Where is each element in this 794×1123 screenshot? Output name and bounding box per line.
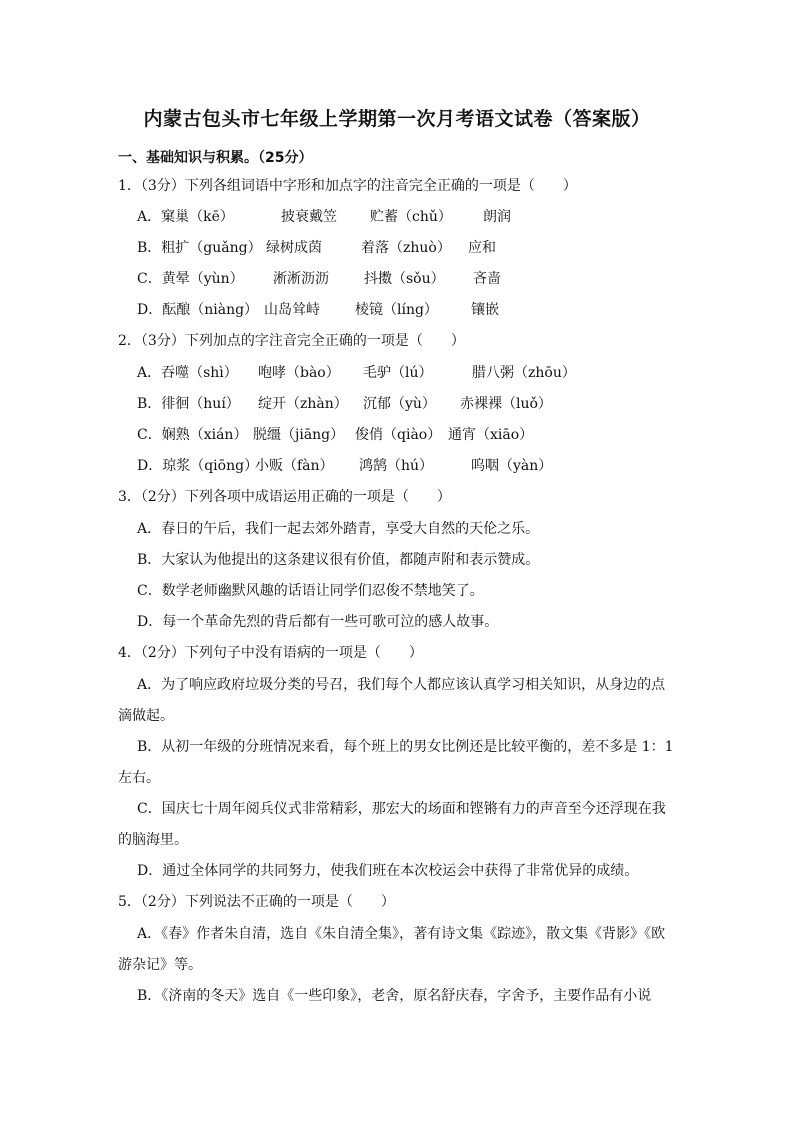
question-4-option-c[interactable]: C．国庆七十周年阅兵仪式非常精彩，那宏大的场面和铿锵有力的声音至今还浮现在我 bbox=[137, 801, 666, 817]
option-cell: A．吞噬（shì） bbox=[137, 365, 238, 381]
option-cell: D．酝酿（niàng） bbox=[137, 302, 259, 318]
question-1-stem: 1．（3分）下列各组词语中字形和加点字的注音完全正确的一项是（ ） bbox=[118, 178, 577, 194]
option-cell: 朗润 bbox=[483, 209, 511, 225]
option-cell: B．徘徊（huí） bbox=[137, 396, 240, 412]
option-cell: 淅淅沥沥 bbox=[273, 271, 329, 287]
question-4-option-b[interactable]: B．从初一年级的分班情况来看，每个班上的男女比例还是比较平衡的，差不多是 1：1 bbox=[137, 739, 674, 755]
option-cell: 绿树成茵 bbox=[266, 240, 322, 256]
question-3-stem: 3．（2分）下列各项中成语运用正确的一项是（ ） bbox=[118, 489, 451, 505]
option-cell: B．粗扩（guǎng） bbox=[137, 240, 262, 256]
option-cell: 棱镜（líng） bbox=[355, 302, 438, 318]
question-4-option-b-cont[interactable]: 左右。 bbox=[118, 770, 160, 786]
option-cell: 俊俏（qiào） bbox=[355, 427, 442, 443]
option-cell: 镶嵌 bbox=[471, 302, 499, 318]
option-cell: 绽开（zhàn） bbox=[258, 396, 348, 412]
question-4-option-a-cont[interactable]: 滴做起。 bbox=[118, 708, 174, 724]
option-cell: 咆哮（bào） bbox=[258, 365, 340, 381]
question-4-option-c-cont[interactable]: 的脑海里。 bbox=[118, 832, 188, 848]
page-title: 内蒙古包头市七年级上学期第一次月考语文试卷（答案版） bbox=[143, 108, 651, 130]
question-3-option-a[interactable]: A．春日的午后，我们一起去郊外踏青，享受大自然的天伦之乐。 bbox=[137, 521, 540, 537]
question-5-stem: 5．（2分）下列说法不正确的一项是（ ） bbox=[118, 894, 395, 910]
option-cell: C．娴熟（xián） bbox=[137, 427, 248, 443]
option-cell: A．窠巢（kē） bbox=[137, 209, 234, 225]
question-5-option-b[interactable]: B．《济南的冬天》选自《一些印象》，老舍，原名舒庆春，字舍予，主要作品有小说 bbox=[137, 988, 652, 1004]
option-cell: 吝啬 bbox=[473, 271, 501, 287]
option-cell: 着落（zhuò） bbox=[361, 240, 451, 256]
question-4-option-a[interactable]: A．为了响应政府垃圾分类的号召，我们每个人都应该认真学习相关知识，从身边的点 bbox=[137, 677, 666, 693]
option-cell: 赤裸裸（luǒ） bbox=[460, 396, 552, 412]
option-cell: 鸿鹄（hú） bbox=[359, 458, 434, 474]
question-3-option-d[interactable]: D．每一个革命先烈的背后都有一些可歌可泣的感人故事。 bbox=[137, 614, 499, 630]
option-cell: 应和 bbox=[468, 240, 496, 256]
option-cell: C．黄晕（yùn） bbox=[137, 271, 244, 287]
question-4-option-d[interactable]: D．通过全体同学的共同努力，使我们班在本次校运会中获得了非常优异的成绩。 bbox=[137, 863, 639, 879]
question-5-option-a-cont[interactable]: 游杂记》等。 bbox=[118, 957, 202, 973]
question-3-option-b[interactable]: B．大家认为他提出的这条建议很有价值，都随声附和表示赞成。 bbox=[137, 552, 540, 568]
option-cell: 山岛耸峙 bbox=[264, 302, 320, 318]
option-cell: 通宵（xiāo） bbox=[448, 427, 534, 443]
option-cell: 腊八粥（zhōu） bbox=[472, 365, 576, 381]
option-cell: 披衰戴笠 bbox=[281, 209, 337, 225]
question-4-stem: 4．（2分）下列句子中没有语病的一项是（ ） bbox=[118, 645, 423, 661]
option-cell: 脱缰（jiāng） bbox=[253, 427, 345, 443]
option-cell: 呜咽（yàn） bbox=[471, 458, 553, 474]
option-cell: 贮蓄（chǔ） bbox=[370, 209, 452, 225]
question-5-option-a[interactable]: A．《春》作者朱自清，选自《朱自清全集》，著有诗文集《踪迹》，散文集《背影》《欧 bbox=[137, 926, 666, 942]
question-2-stem: 2．（3分）下列加点的字注音完全正确的一项是（ ） bbox=[118, 333, 465, 349]
option-cell: D．琼浆（qiōng） bbox=[137, 458, 259, 474]
option-cell: 毛驴（lú） bbox=[363, 365, 433, 381]
section-heading: 一、基础知识与积累。（25分） bbox=[118, 150, 313, 166]
option-cell: 小贩（fàn） bbox=[255, 458, 334, 474]
question-3-option-c[interactable]: C．数学老师幽默风趣的话语让同学们忍俊不禁地笑了。 bbox=[137, 583, 484, 599]
option-cell: 抖擞（sǒu） bbox=[364, 271, 445, 287]
option-cell: 沉郁（yù） bbox=[363, 396, 436, 412]
